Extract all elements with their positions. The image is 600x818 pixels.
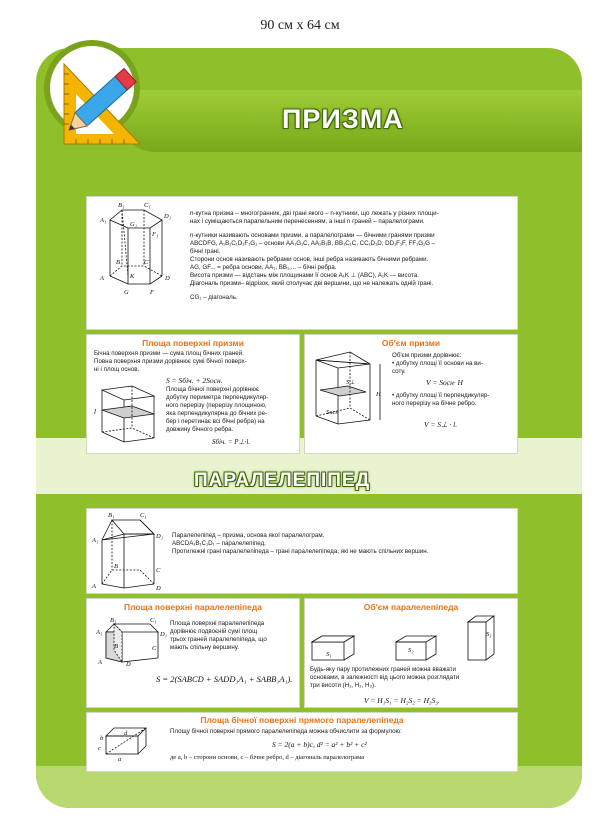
- right-para-formula: S = 2(a + b)c, d² = a² + b² + c²: [272, 740, 367, 749]
- parallelepiped-figure: [90, 508, 166, 594]
- svg-text:C: C: [144, 259, 149, 266]
- svg-text:c: c: [98, 745, 101, 752]
- para-volume-text: Будь-яку пару протилежних граней можна вважати основами, в залежності від цього можна розглядати три висоти (H₁, H₂, H₃).: [310, 666, 460, 689]
- bottom-band: [36, 766, 582, 808]
- para-surface-formula: S = 2(SABCD + SADD₁A₁ + SABB₁A₁).: [156, 674, 293, 684]
- title-parallelepiped: ПАРАЛЕЛЕПІПЕД: [194, 470, 371, 491]
- para-volume-title: Об'єм паралелепіпеда: [363, 602, 459, 612]
- svg-text:B₁: B₁: [110, 617, 117, 624]
- para-volume-figures: [306, 612, 516, 666]
- svg-text:D: D: [165, 275, 170, 282]
- svg-text:B: B: [114, 643, 118, 650]
- para-definition-text: Паралелепіпед – призма, основа якої паралелограм. ABCDA₁B₁C₁D₁ – паралелепіпед. Протилежні грані паралелепіпеда – грані паралелепіпеда, які не мають спільних вершин.: [172, 532, 429, 555]
- svg-text:S⊥: S⊥: [346, 379, 355, 386]
- svg-text:l: l: [94, 408, 96, 416]
- prism-surface-title: Площа поверхні призми: [142, 338, 244, 348]
- right-para-legend: де a, b – сторони основи, c – бічне ребро, d – діагональ паралелограма: [170, 754, 365, 761]
- ruler-pencil-icon: [44, 40, 144, 152]
- prism-volume-formula2: V = S⊥ · l.: [424, 420, 458, 429]
- prism-volume-text1: Об'єм призми дорівнює: • добутку площі її основи на ви- соту.: [392, 352, 483, 375]
- para-surface-title: Площа поверхні паралелепіпеда: [123, 602, 263, 612]
- prism-surface-formula: S = Sбіч. + 2Sосн.: [166, 376, 223, 385]
- svg-text:a: a: [118, 756, 122, 763]
- svg-text:C₁: C₁: [140, 512, 147, 519]
- para-volume-formula: V = H₁S₁ = H₂S₂ = H₃S₃.: [364, 696, 440, 705]
- svg-text:G₁: G₁: [130, 221, 137, 228]
- right-para-title: Площа бічної поверхні прямого паралелепіпеда: [200, 715, 404, 725]
- size-label: 90 см х 64 см: [260, 18, 340, 33]
- svg-text:A: A: [92, 583, 96, 590]
- prism-surface-desc: Площа бічної поверхні дорівнює добутку периметра перпендикуляр- ного перерізу (перерізу площиною, яка перпендикулярна до бічних ре- бер і перетинає всі бічні ребра) на довжину бічного ребра.: [166, 386, 269, 433]
- svg-text:A₁: A₁: [100, 217, 107, 224]
- right-para-text: Площу бічної поверхні прямого паралелепіпеда можна обчислити за формулою:: [170, 728, 402, 735]
- svg-text:C₁: C₁: [150, 617, 157, 624]
- prism-volume-figure: [306, 350, 388, 434]
- prism-figure: [92, 198, 184, 300]
- svg-text:B: B: [116, 259, 120, 266]
- para-surface-figure: [92, 616, 168, 668]
- prism-section-figure: [92, 384, 162, 444]
- svg-text:F₁: F₁: [152, 231, 159, 238]
- right-para-figure: [92, 724, 154, 764]
- para-surface-text: Площа поверхні паралелепіпеда дорівнює подвоєній сумі площ трьох граней паралелепіпеда, що мають спільну вершину.: [170, 620, 267, 651]
- prism-volume-title: Об'єм призми: [381, 338, 441, 348]
- prism-surface-text: Бічна поверхня призми — сума площ бічних граней. Повна поверхня призми дорівнює сумі бічної поверх- ні і площ основ.: [94, 350, 247, 373]
- svg-text:D: D: [156, 585, 161, 592]
- svg-text:K: K: [130, 273, 135, 280]
- svg-text:D: D: [126, 661, 131, 668]
- svg-text:A: A: [100, 275, 104, 282]
- svg-text:A₁: A₁: [96, 629, 103, 636]
- prism-lateral-formula: Sбіч. = P⊥·l.: [212, 438, 251, 446]
- prism-definition-text: n-кутна призма – многогранник, дві грані якого – n-кутники, що лежать у різних площи- нах і суміщаються паралельним перенесенням, а інші n граней – паралелограми. n-кутники називають основами призми, а паралелограми — бічними гранями призми ABCDFG, A₁B₁C₁D₁F₁G₁ – основи AA₁G₁C, AA₁B₁B, BB₁C₁C, CC₁D₁D, DD₁F₁F, FF₁G₁G – бічні грані. Сторони основ називають ребрами основ, інші ребра називають бічними ребрами. AG, GF... = ребра основи, AA₁, BB₁,... – бічні ребра. Висота призми — відстань між площинами її основ A₁K ⊥ (ABC), A₁K — висота. Діагональ призми– відрізок, який сполучає дві вершини, що не належать одній грані. CG₁ – діагональ.: [190, 210, 439, 301]
- svg-text:B₁: B₁: [118, 202, 125, 209]
- svg-text:b: b: [100, 735, 104, 742]
- svg-text:Sосн: Sосн: [326, 409, 339, 416]
- svg-text:B₁: B₁: [108, 512, 115, 519]
- svg-text:F: F: [150, 289, 154, 296]
- svg-text:d: d: [124, 730, 128, 737]
- svg-text:B: B: [114, 563, 118, 570]
- svg-text:S₁: S₁: [326, 651, 332, 658]
- svg-text:G: G: [124, 289, 129, 296]
- svg-text:C: C: [156, 567, 161, 574]
- prism-volume-text2: • добутку площі її перпендикуляр- ного перерізу на бічне ребро.: [392, 392, 490, 407]
- title-prism: ПРИЗМА: [282, 104, 404, 134]
- svg-text:D₁: D₁: [156, 533, 163, 540]
- svg-text:C₁: C₁: [144, 202, 151, 209]
- svg-text:S₂: S₂: [408, 647, 414, 654]
- prism-volume-formula1: V = Sосн· H: [426, 378, 463, 387]
- svg-text:D₁: D₁: [160, 631, 167, 638]
- svg-text:D₁: D₁: [164, 213, 171, 220]
- svg-text:A₁: A₁: [92, 537, 99, 544]
- svg-text:H: H: [376, 391, 381, 398]
- svg-text:C: C: [152, 645, 157, 652]
- svg-text:A: A: [98, 659, 102, 666]
- svg-text:S₃: S₃: [486, 631, 492, 638]
